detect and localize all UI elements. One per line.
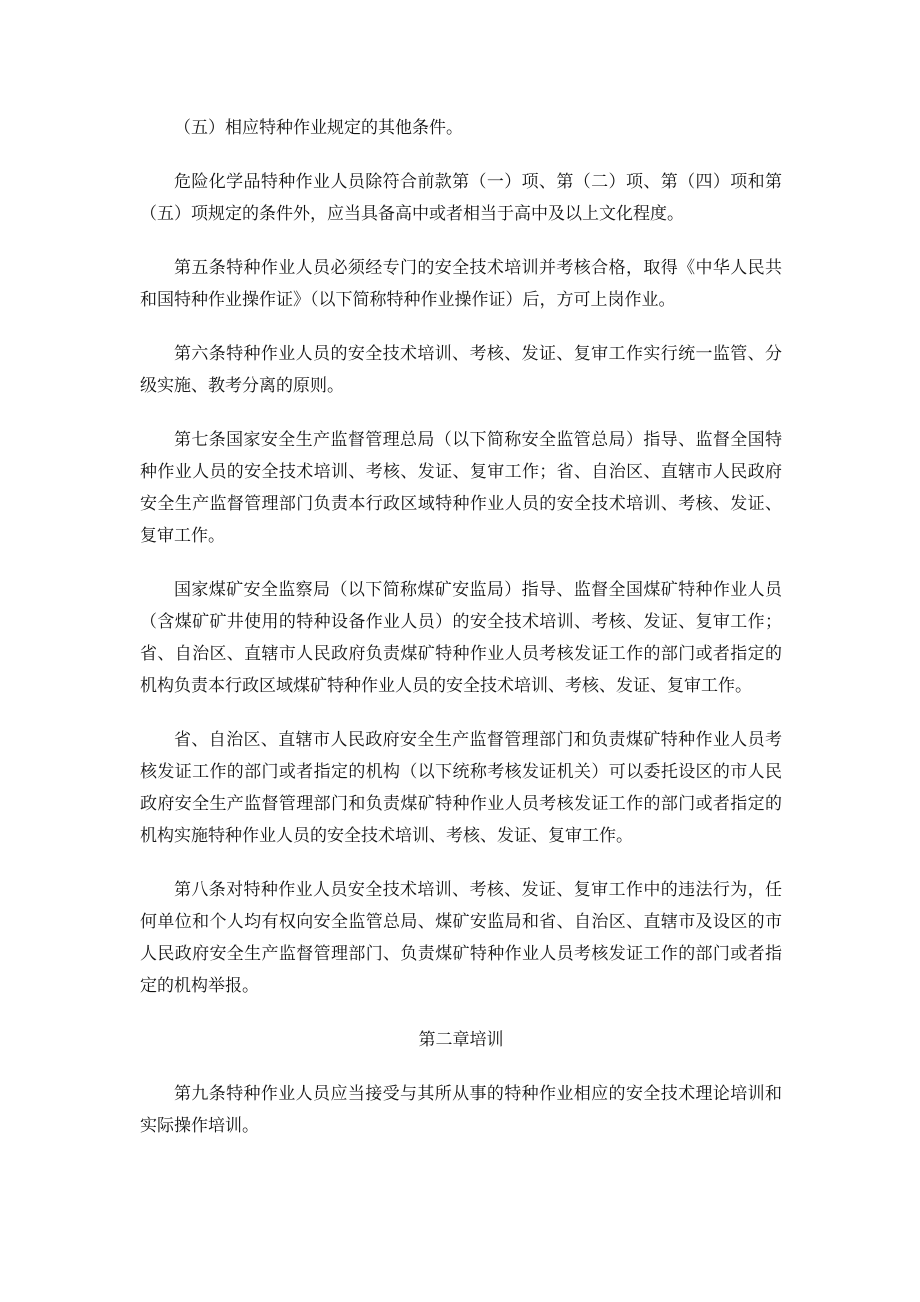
paragraph-coal-mine-bureau: 国家煤矿安全监察局（以下简称煤矿安监局）指导、监督全国煤矿特种作业人员（含煤矿矿井使用的特种设备作业人员）的安全技术培训、考核、发证、复审工作；省、自治区、直辖市人民政府负责煤矿特种作业人员考核发证工作的部门或者指定的机构负责本行政区域煤矿特种作业人员的安全技术培训、考核、发证、复审工作。 bbox=[140, 580, 782, 696]
paragraph-condition-five: （五）相应特种作业规定的其他条件。 bbox=[174, 118, 463, 138]
paragraph-article-9: 第九条特种作业人员应当接受与其所从事的特种作业相应的安全技术理论培训和实际操作培训。 bbox=[140, 1084, 782, 1136]
paragraph-article-8: 第八条对特种作业人员安全技术培训、考核、发证、复审工作中的违法行为，任何单位和个人均有权向安全监管总局、煤矿安监局和省、自治区、直辖市及设区的市人民政府安全生产监督管理部门、负责煤矿特种作业人员考核发证工作的部门或者指定的机构举报。 bbox=[140, 880, 782, 996]
document-body bbox=[140, 112, 782, 1164]
paragraph-delegation: 省、自治区、直辖市人民政府安全生产监督管理部门和负责煤矿特种作业人员考核发证工作的部门或者指定的机构（以下统称考核发证机关）可以委托设区的市人民政府安全生产监督管理部门和负责煤矿特种作业人员考核发证工作的部门或者指定的机构实施特种作业人员的安全技术培训、考核、发证、复审工作。 bbox=[140, 730, 782, 846]
paragraph-article-5: 第五条特种作业人员必须经专门的安全技术培训并考核合格，取得《中华人民共和国特种作业操作证》（以下简称特种作业操作证）后，方可上岗作业。 bbox=[140, 258, 782, 310]
paragraph-hazardous-chemicals: 危险化学品特种作业人员除符合前款第（一）项、第（二）项、第（四）项和第（五）项规定的条件外，应当具备高中或者相当于高中及以上文化程度。 bbox=[140, 172, 782, 224]
paragraph-article-6: 第六条特种作业人员的安全技术培训、考核、发证、复审工作实行统一监管、分级实施、教考分离的原则。 bbox=[140, 344, 782, 396]
paragraph-article-7: 第七条国家安全生产监督管理总局（以下简称安全监管总局）指导、监督全国特种作业人员的安全技术培训、考核、发证、复审工作；省、自治区、直辖市人民政府安全生产监督管理部门负责本行政区域特种作业人员的安全技术培训、考核、发证、复审工作。 bbox=[140, 430, 782, 546]
chapter-heading: 第二章培训 bbox=[418, 1030, 504, 1050]
